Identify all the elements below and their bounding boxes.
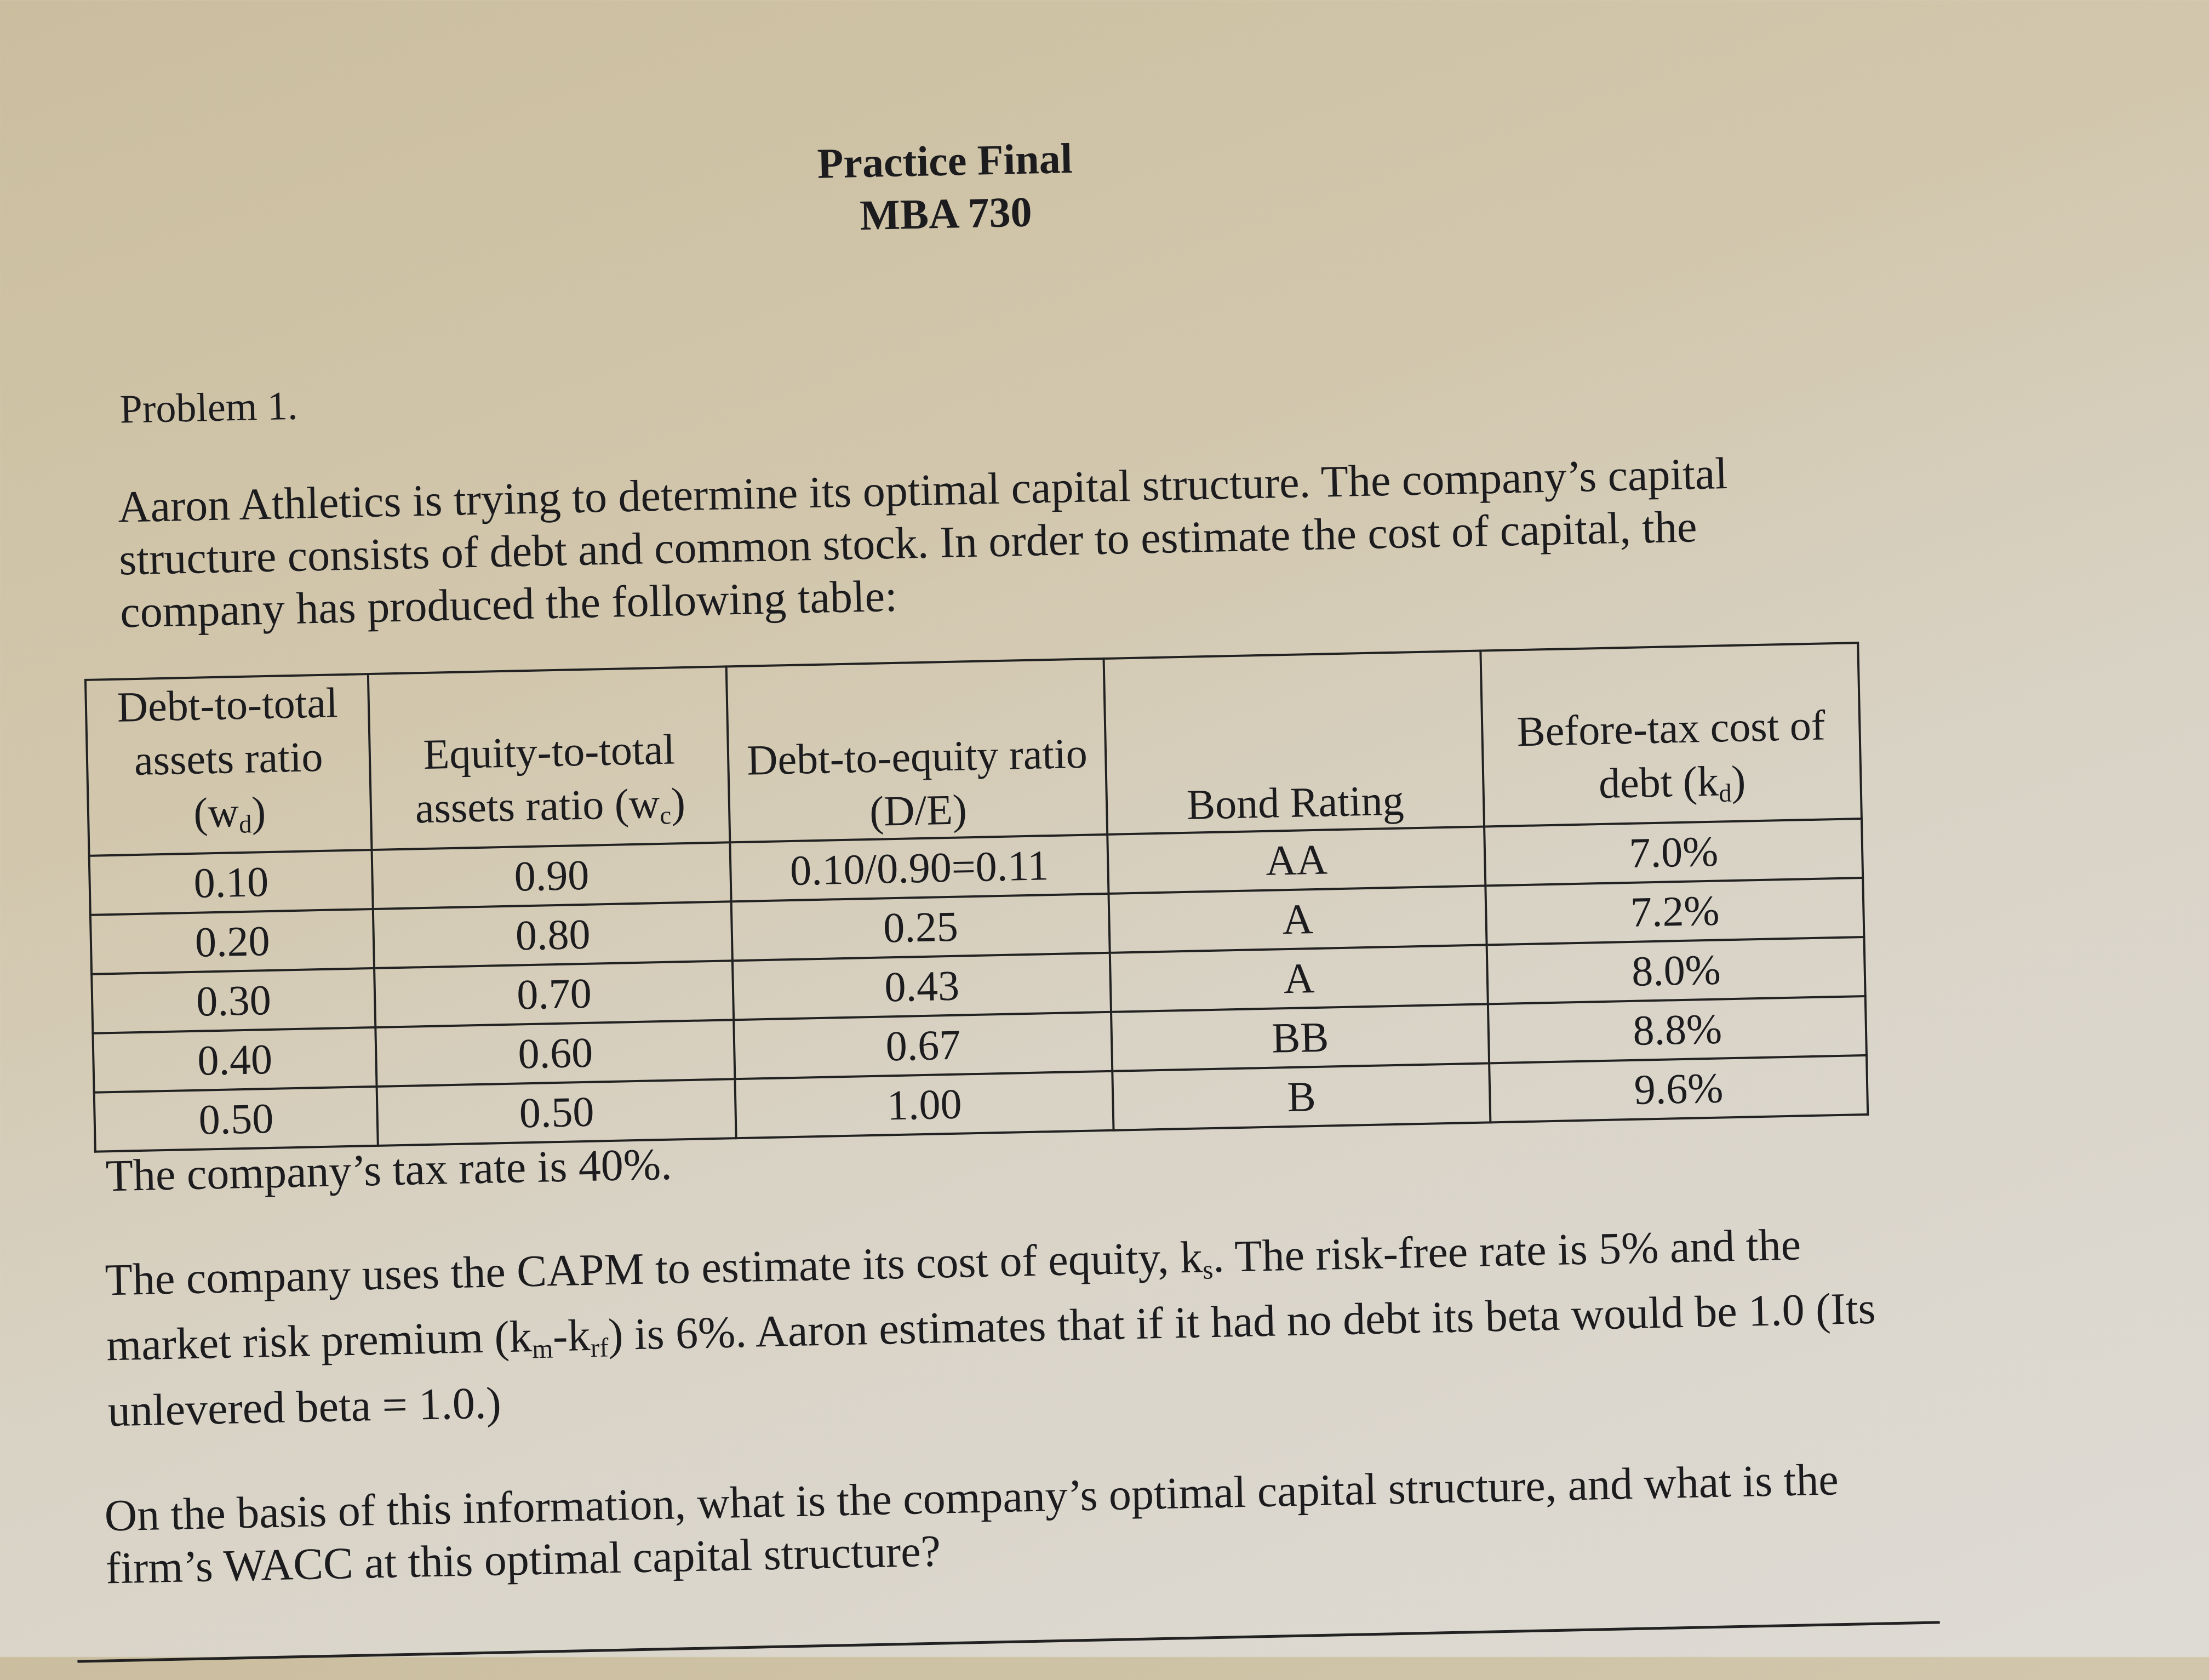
tax-rate-text: The company’s tax rate is 40%. [105,1139,673,1201]
table-header-cell: Debt-to-equity ratio (D/E) [726,659,1107,842]
table-body [89,819,1868,1152]
table-cell: A [1108,885,1487,952]
course-code: MBA 730 [859,187,1033,239]
table-cell: 8.8% [1488,996,1867,1063]
page-header [698,129,1193,245]
capm-paragraph: The company uses the CAPM to estimate its cost of equity, $k_s$. The risk-free rate is 5% and the market risk premium $(k_m-k_{rf})$ is 6%. Aaron estimates that if it had no debt its beta would be 1.0 (Its unlevered beta = 1.0.) [104,1219,1876,1436]
intro-paragraph: Aaron Athletics is trying to determine its optimal capital structure. The company’s capital structure consists of debt and common stock. In order to estimate the cost of capital, the company has produced the following table: [117,448,1728,637]
table-header-cell: Before-tax cost of debt $(k_d)$ [1481,643,1862,826]
table-cell: 0.40 [93,1027,377,1093]
capital-structure-table [84,642,1869,1152]
question-paragraph: On the basis of this information, what is the company’s optimal capital structure, and what is the firm’s WACC at this optimal capital structure? [104,1454,1839,1593]
table-cell: 0.67 [734,1012,1113,1079]
table-cell: 0.20 [90,909,375,974]
table-cell: 0.50 [94,1087,379,1152]
table-cell: 0.80 [373,901,732,968]
table-cell: 0.50 [377,1079,736,1146]
table-cell: 7.0% [1485,819,1863,885]
table-cell: 0.43 [732,953,1111,1020]
table-cell: 0.30 [91,968,376,1033]
table-cell: 0.60 [376,1020,735,1087]
table-cell: 9.6% [1490,1055,1868,1122]
table-cell: BB [1111,1004,1490,1071]
table-cell: 7.2% [1486,878,1864,945]
table-header-cell: Equity-to-total assets ratio $(w_c)$ [368,666,730,849]
table-cell: AA [1107,826,1486,893]
table-cell: 0.90 [372,842,731,909]
table-cell: 8.0% [1487,937,1865,1004]
page-title: Practice Final [816,134,1073,187]
table-cell: 0.10/0.90=0.11 [730,835,1109,901]
table-cell: 0.10 [89,850,374,915]
problem-label: Problem 1. [119,383,299,432]
table-cell: B [1112,1063,1491,1130]
bottom-table-border [77,1621,1939,1662]
table-cell: A [1110,945,1489,1012]
table-header-cell: Bond Rating [1103,651,1484,835]
table-cell: 1.00 [735,1071,1114,1138]
table-header-cell: Debt-to-total assets ratio $(w_d)$ [85,674,372,855]
table-cell: 0.70 [374,961,734,1027]
table-cell: 0.25 [731,894,1110,961]
